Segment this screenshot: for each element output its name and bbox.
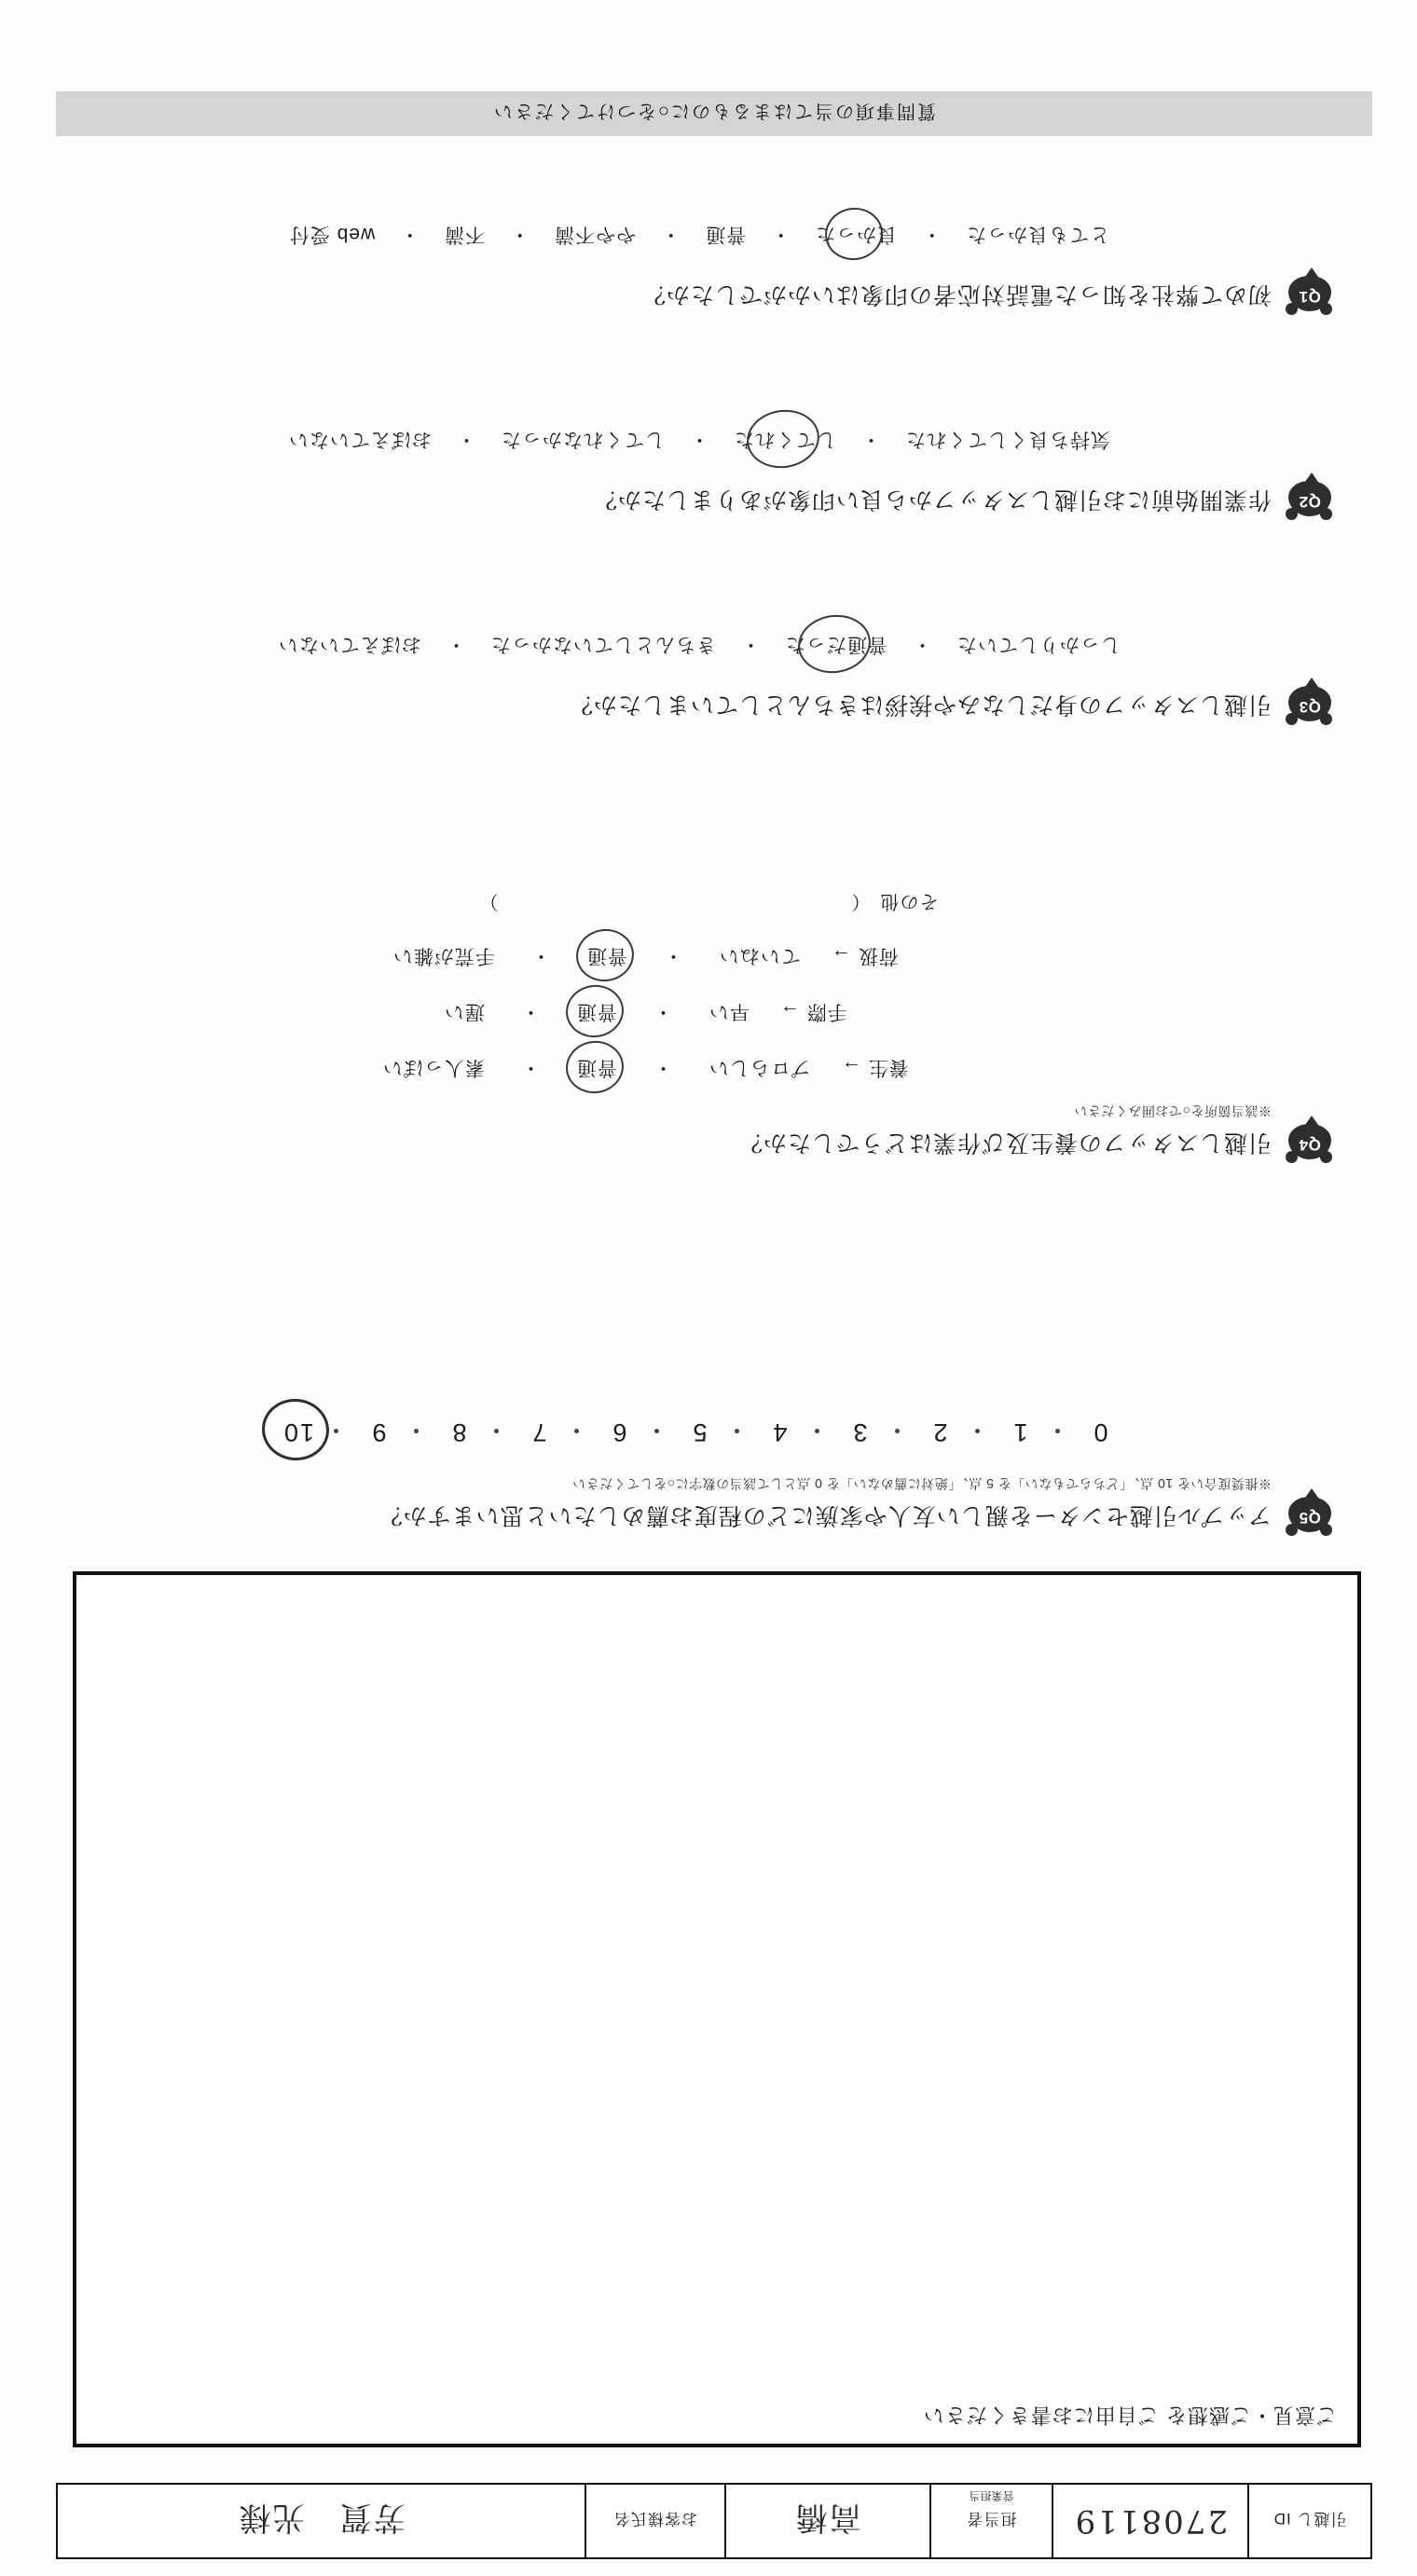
q1-sep: ・ <box>399 224 420 245</box>
q1-opt-0[interactable]: とても良かった <box>966 224 1110 245</box>
q4-tegiwa-opt-0[interactable]: 早い <box>708 1001 750 1023</box>
free-comment-box[interactable] <box>73 1571 1361 2447</box>
q1-number: Q1 <box>1299 288 1321 306</box>
q4-sep: ・ <box>520 1057 541 1079</box>
header-customer-label: お客様氏名 <box>585 2485 724 2557</box>
free-comment-label: ご意見・ご感想を ご自由にお書きください <box>922 2404 1337 2427</box>
q5-badge-icon <box>1285 1491 1333 1536</box>
q5-dot: ・ <box>722 1416 750 1445</box>
q4-row-niatsukai-label: 荷扱 → <box>831 945 899 967</box>
q2-sep: ・ <box>860 429 881 450</box>
header-staff-sublabel: 営業担当 <box>969 2489 1014 2502</box>
q4-number: Q4 <box>1299 1136 1321 1154</box>
q4-other-row[interactable] <box>65 890 1333 917</box>
q4-yojo-opt-0[interactable]: プロらしい <box>708 1057 811 1079</box>
q5-scale[interactable] <box>65 1414 1333 1450</box>
question-q4 <box>65 890 1333 1159</box>
q4-other-input[interactable]: （ ） <box>478 891 871 912</box>
question-q1 <box>65 220 1333 311</box>
q5-dot: ・ <box>963 1416 990 1445</box>
q1-opt-5[interactable]: web 受付 <box>288 224 376 245</box>
q4-other-label: その他 <box>879 891 939 912</box>
q4-tegiwa-opt-1-selected[interactable]: 普通 <box>556 997 638 1029</box>
q4-niatsukai-opt-0[interactable]: ていねい <box>719 945 801 967</box>
question-q2 <box>65 425 1333 516</box>
q4-tegiwa-opt-2[interactable]: 遅い <box>444 1001 485 1023</box>
question-q5 <box>65 1414 1333 1532</box>
q5-scale-9[interactable]: 9 <box>370 1418 387 1447</box>
q5-scale-2[interactable]: 2 <box>931 1418 948 1447</box>
q3-opt-1-selected[interactable]: 普通だった <box>776 630 897 662</box>
q1-opt-2[interactable]: 普通 <box>705 224 747 245</box>
q1-sep: ・ <box>509 224 530 245</box>
q5-dot: ・ <box>883 1416 910 1445</box>
q4-badge-icon <box>1285 1118 1333 1163</box>
q5-scale-3[interactable]: 3 <box>851 1418 868 1447</box>
q4-note: ※該当箇所を○でお囲みください <box>1074 1103 1272 1119</box>
q4-row-niatsukai <box>65 941 1333 973</box>
q2-text: 作業開始前にお引越しスタッフから良い印象がありましたか？ <box>592 486 1272 513</box>
q4-sep: ・ <box>653 1001 673 1023</box>
q4-yojo-opt-1-selected[interactable]: 普通 <box>556 1053 638 1085</box>
q4-niatsukai-opt-2[interactable]: 手荒が雑い <box>392 945 495 967</box>
q1-text: 初めて弊社を知った電話対応者の印象はいかがでしたか？ <box>640 281 1272 308</box>
q2-opt-2[interactable]: してくれなかった <box>501 429 665 450</box>
q5-dot: ・ <box>803 1416 830 1445</box>
q1-sep: ・ <box>770 224 791 245</box>
q5-dot: ・ <box>482 1416 509 1445</box>
q2-opt-1-selected[interactable]: してくれた <box>724 425 846 457</box>
q4-row-tegiwa-label: 手際 → <box>779 1001 847 1023</box>
q4-row-yojo-label: 養生 → <box>841 1057 909 1079</box>
q4-row-tegiwa <box>65 997 1333 1029</box>
header-id-value: 2708119 <box>1052 2485 1247 2557</box>
q5-scale-5[interactable]: 5 <box>691 1418 708 1447</box>
q1-options[interactable] <box>65 220 1333 252</box>
q2-sep: ・ <box>456 429 476 450</box>
q3-badge-icon <box>1285 680 1333 725</box>
q3-sep: ・ <box>446 634 466 655</box>
q2-badge-icon <box>1285 475 1333 520</box>
q4-sep: ・ <box>520 1001 541 1023</box>
q3-options[interactable] <box>65 630 1333 662</box>
q3-opt-2[interactable]: きちんとしていなかった <box>490 634 716 655</box>
q3-opt-0[interactable]: しっかりしていた <box>956 634 1121 655</box>
q1-badge-icon <box>1285 270 1333 315</box>
q5-dot: ・ <box>322 1416 349 1445</box>
q4-sep: ・ <box>663 945 683 967</box>
q2-number: Q2 <box>1299 493 1321 511</box>
q3-opt-3[interactable]: おぼえていない <box>278 634 421 655</box>
q2-opt-0[interactable]: 気持ち良くしてくれた <box>905 429 1110 450</box>
q3-text: 引越しスタッフの身だしなみや挨拶はきちんとしていましたか？ <box>568 692 1272 718</box>
q5-scale-7[interactable]: 7 <box>530 1418 547 1447</box>
header-staff-value: 高橋 <box>724 2485 929 2557</box>
q2-opt-3[interactable]: おぼえていない <box>288 429 432 450</box>
q2-sep: ・ <box>689 429 709 450</box>
q5-dot: ・ <box>562 1416 589 1445</box>
header-id-label: 引越し ID <box>1247 2485 1370 2557</box>
header-customer-value: 芳賀 光様 <box>237 2499 406 2537</box>
q5-number: Q5 <box>1299 1509 1321 1527</box>
q4-row-yojo <box>65 1053 1333 1085</box>
q5-dot: ・ <box>402 1416 429 1445</box>
q5-scale-1[interactable]: 1 <box>1011 1418 1028 1447</box>
header-table <box>56 2483 1372 2559</box>
q5-scale-6[interactable]: 6 <box>611 1418 627 1447</box>
q3-sep: ・ <box>912 634 932 655</box>
question-q3 <box>65 630 1333 721</box>
header-staff-label: 担当者 営業担当 <box>929 2485 1052 2557</box>
q5-scale-10-selected[interactable]: 10 <box>268 1418 328 1446</box>
q5-note: ※推奨度合いを 10 点、「どちらでもない」を 5 点、「絶対に薦めない」を 0 点として該当の数字に○をしてください <box>571 1476 1272 1492</box>
q4-niatsukai-opt-1-selected[interactable]: 普通 <box>566 941 648 973</box>
instruction-text: 質問事項の当てはまるものに○をつけてください <box>491 101 937 122</box>
q1-sep: ・ <box>660 224 681 245</box>
q5-dot: ・ <box>1043 1416 1070 1445</box>
q1-opt-1-selected[interactable]: 良かった <box>805 220 906 252</box>
q5-scale-0[interactable]: 0 <box>1092 1418 1108 1447</box>
q4-yojo-opt-2[interactable]: 素人っぽい <box>382 1057 485 1079</box>
q4-sep: ・ <box>653 1057 673 1079</box>
q5-scale-4[interactable]: 4 <box>771 1418 788 1447</box>
q1-opt-3[interactable]: やや不満 <box>554 224 637 245</box>
q4-text: 引越しスタッフの養生及び作業はどうでしたか？ <box>737 1130 1272 1156</box>
q3-sep: ・ <box>740 634 761 655</box>
q4-sep: ・ <box>530 945 551 967</box>
q5-text: アップル引越センターを親しい友人や家族にどの程度お薦めしたいと思いますか？ <box>378 1502 1272 1528</box>
q1-opt-4[interactable]: 不満 <box>444 224 486 245</box>
q1-sep: ・ <box>921 224 942 245</box>
q5-dot: ・ <box>642 1416 669 1445</box>
q5-scale-8[interactable]: 8 <box>450 1418 467 1447</box>
q2-options[interactable] <box>65 425 1333 457</box>
q3-number: Q3 <box>1299 698 1321 716</box>
instruction-band <box>56 91 1372 136</box>
q4-rows <box>65 941 1333 1085</box>
